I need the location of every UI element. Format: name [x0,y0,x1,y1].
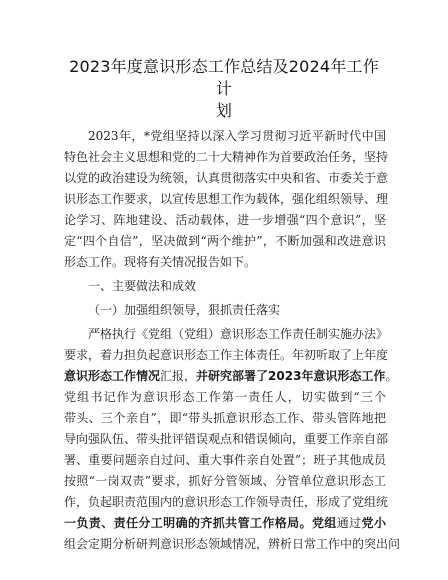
paragraph-2-line: 带头、三个亲自”，即“带头抓意识形态工作、带头管阵地把 [64,411,386,425]
text-run: 汇报， [160,369,197,383]
bold-phrase: 党小 [361,516,386,530]
bold-phrase: 一负责、责任分工明确的齐抓共管工作格局。 [64,516,312,530]
paragraph-2-line: 党组书记作为意识形态工作第一责任人，切实做到“三个 [64,390,386,404]
paragraph-1-line: 定“四个自信”，坚决做到“两个维护”，不断加强和改进意识 [64,234,386,248]
title-line-1: 2023年度意识形态工作总结及2024年工作计 [69,57,379,98]
bold-phrase: 并研究部署了2023年意识形态工作 [196,369,386,383]
paragraph-2-line [64,513,386,534]
text-run: 。 [385,369,398,383]
title-line-2: 划 [215,101,233,120]
document-body [64,126,401,555]
paragraph-2-line: 严格执行《党组（党组）意识形态工作责任制实施办法》 [88,327,389,341]
section-heading: 一、主要做法和成效 [88,279,197,293]
paragraph-2-line: 要求，着力担负起意识形态工作主体责任。年初听取了上年度 [64,348,389,362]
document-title [64,56,384,122]
paragraph-2-line [64,366,398,387]
subsection-heading: （一）加强组织领导，狠抓责任落实 [88,303,281,317]
text-run: 通过 [336,516,362,530]
paragraph-2-line: 组会定期分析研判意识形态领域情况，辨析日常工作中的突出问 [64,537,401,551]
bold-phrase: 党组 [311,516,337,530]
paragraph-1-line: 2023年，*党组坚持以深入学习贯彻习近平新时代中国 [88,129,386,143]
paragraph-2-line: 作，负起职责范围内的意识形态工作领导责任，形成了党组统 [64,495,389,509]
paragraph-1-line: 以党的政治建设为统领，认真贯彻落实中央和省、市委关于意 [64,171,389,185]
bold-phrase: 意识形态工作情况 [64,369,161,383]
paragraph-1-line: 形态工作。现将有关情况报告如下。 [64,255,257,269]
paragraph-2-line: 按照“一岗双责”要求，抓好分管领域、分管单位意识形态工 [64,474,386,488]
paragraph-1-line: 识形态工作要求，以宣传思想工作为载体，强化组织领导、理 [64,192,389,206]
paragraph-1-line: 特色社会主义思想和党的二十大精神作为首要政治任务，坚持 [64,150,389,164]
paragraph-1-line: 论学习、阵地建设、活动载体，进一步增强“四个意识”，坚 [64,213,386,227]
paragraph-2-line: 署、重要问题亲自过问、重大事件亲自处置”；班子其他成员 [64,453,386,467]
paragraph-2-line: 导向强队伍、带头批评错误观点和错误倾向，重要工作亲自部 [64,432,389,446]
